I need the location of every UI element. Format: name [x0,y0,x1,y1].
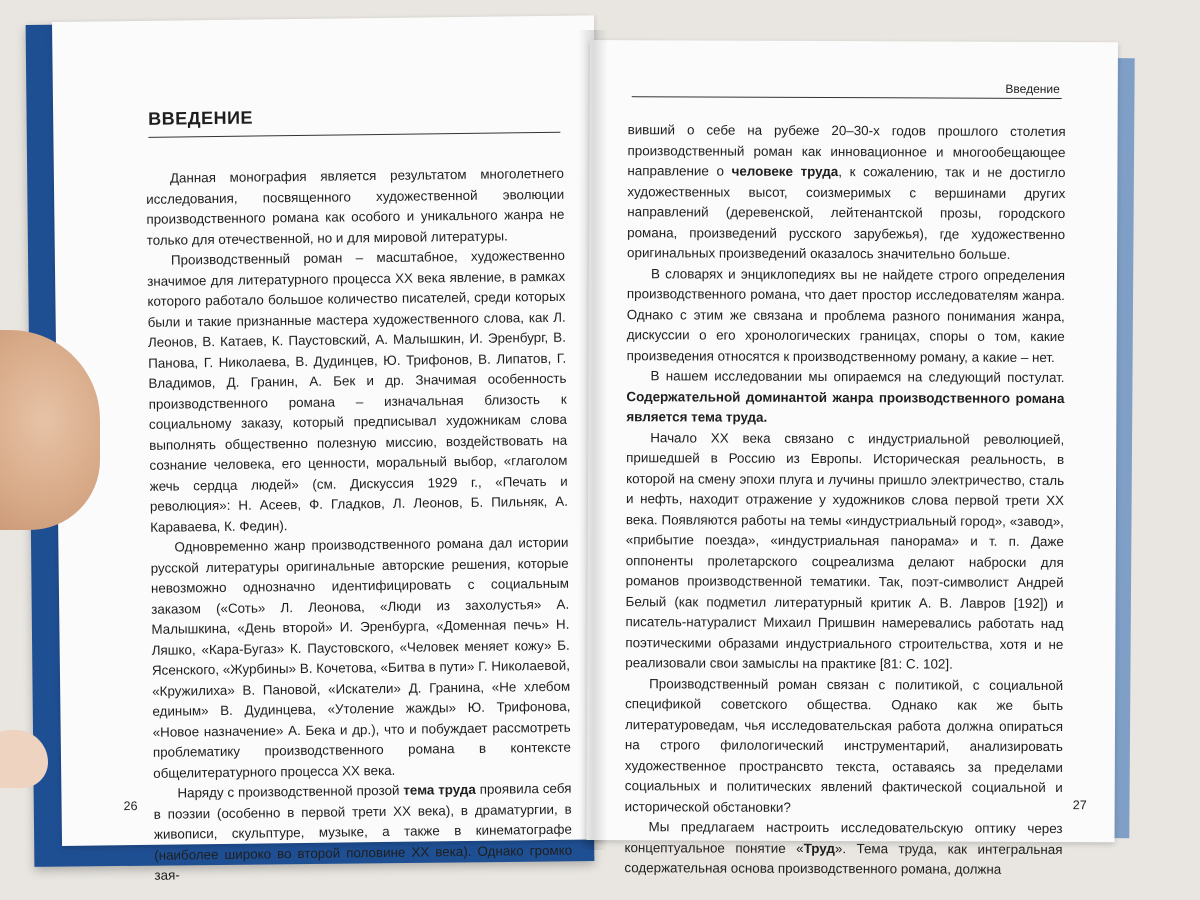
paragraph [626,366,1064,429]
text-run: вивший о себе на рубеже 20–30-х годов прошлого столетия производственный роман как инновационное и многообещающее направление о [627,122,1066,179]
paragraph: Данная монография является результатом многолетнего исследования, посвященного художественной эволюции производственного романа как особого и уникального жанра не только для отечественной, но и для мировой литературы. [146,165,565,248]
text-run: Мы предлагаем настроить исследовательскую оптику через концептуальное понятие « [624,819,1063,856]
book-gutter-shadow [578,30,608,850]
text-run: , к сожалению, так и не достигло художественных высот, соизмеримых с вершинами других направлений (деревенской, лейтенантской прозы, городского романа, произведений русского зарубежья), где художественно оригинальных произведений оказалось значительно больше. [627,164,1066,262]
bold-phrase: тема труда [403,781,476,798]
running-head-rule [632,96,1062,99]
paragraph: Производственный роман – масштабное, художественно значимое для литературного процесса XX века явление, в рамках которого работало большое количество писателей, среди которых были и такие признанные мастера художественного слова, как Л. Леонов, В. Катаев, К. Паустовский, А. Малышкин, И. Эренбург, В. Панова, Г. Николаева, В. Дудинцев, Ю. Трифонов, В. Липатов, Г. Владимов, Д. Гранин, А. Бек и др. Значимая особенность производственного романа – изначальная близость к социальному заказу, который предписывал художникам слова выполнять общественно полезную миссию, воздействовать на сознание человека, его ценности, моральный выбор, «глаголом жечь сердца людей» (см. Дискуссия 1929 г., «Печать и революция»: Н. Асеев, Ф. Гладков, Л. Леонов, Б. Пильняк, А. Караваева, К. Федин). [147,247,568,535]
chapter-heading: ВВЕДЕНИЕ [148,107,254,129]
running-head: Введение [1005,81,1060,97]
paragraph: Начало XX века связано с индустриальной революцией, пришедшей в Россию из Европы. Историческая реальность, в которой на смену эпохи плуга и лучины пришло электричество, сталь и нефть, находит отражение у художников слова первой трети XX века. Появляются работы на темы «индустриальный город», «завод», «прибытие поезда», «индустриальная панорама» и т. п. Даже оппоненты пролетарского соцреализма делают наброски для романов производственной тематики. Так, поэт-символист Андрей Белый (как подметил литературный критик А. В. Лавров [192]) и писатель-натуралист Михаил Пришвин намеревались работать над поэтическими образами индустриального строительства, хотя и не реализовали свои замыслы на практике [81: С. 102]. [625,429,1065,672]
paragraph [153,779,572,887]
page-number: 26 [123,799,138,814]
text-run: ». Тема труда, как интегральная содержательная основа производственного романа, должна [624,840,1063,877]
right-page-text [624,120,1065,880]
text-run: Наряду с производственной прозой [177,782,404,801]
heading-rule [148,132,560,138]
text-run: В нашем исследовании мы опираемся на следующий постулат. [650,368,1065,386]
paragraph: Производственный роман связан с политикой, с социальной спецификой советского общества. Однако как же быть литературоведам, чья исследовательская работа должна опираться на строго филологический инструментарий, анализировать художественное пространсвто текста, оставаясь за пределами социальных и политических явлений фактической социальной и исторической обстановки? [624,675,1064,815]
bold-phrase: человеке труда [731,163,839,180]
paragraph: Одновременно жанр производственного романа дал истории русской литературы оригинальные авторские решения, которые невозможно однозначно идентифицировать с социальным заказом («Соть» Л. Леонова, «Люди из захолустья» А. Малышкина, «День второй» И. Эренбурга, «Доменная печь» Н. Ляшко, «Кара-Бугаз» К. Паустовского, «Человек меняет кожу» Б. Ясенского, «Журбины» В. Кочетова, «Битва в пути» Г. Николаевой, «Кружилиха» В. Пановой, «Искатели» Д. Гранина, «Не хлебом единым» В. Дудинцева, «Утоление жажды» Ю. Трифонова, «Новое назначение» А. Бека и др.), что и побуждает рассмотреть проблематику производственного романа в контексте общелитературного процесса XX века. [150,534,571,781]
left-page-text [146,164,573,887]
bold-phrase: Труд [803,840,835,856]
left-page [52,15,604,883]
right-page [587,40,1118,877]
bold-phrase: Содержательной доминантой жанра производственного романа является тема труда. [626,388,1065,425]
paragraph: В словарях и энциклопедиях вы не найдете строго определения производственного романа, что дает простор исследователям жанра. Однако с этим же связана и проблема разного понимания жанра, дискуссии о его хронологических границах, споры о том, какие произведения относятся к производственному роману, а какие – нет. [626,265,1066,365]
text-run: проявила себя в поэзии (особенно в первой трети XX века), в драматургии, в живописи, скульптуре, музыке, а также в кинематографе (наиболее широко во второй половине XX века). Однако громко зая- [153,780,573,883]
paragraph [627,120,1066,265]
paragraph [624,817,1062,880]
page-number: 27 [1072,798,1087,813]
